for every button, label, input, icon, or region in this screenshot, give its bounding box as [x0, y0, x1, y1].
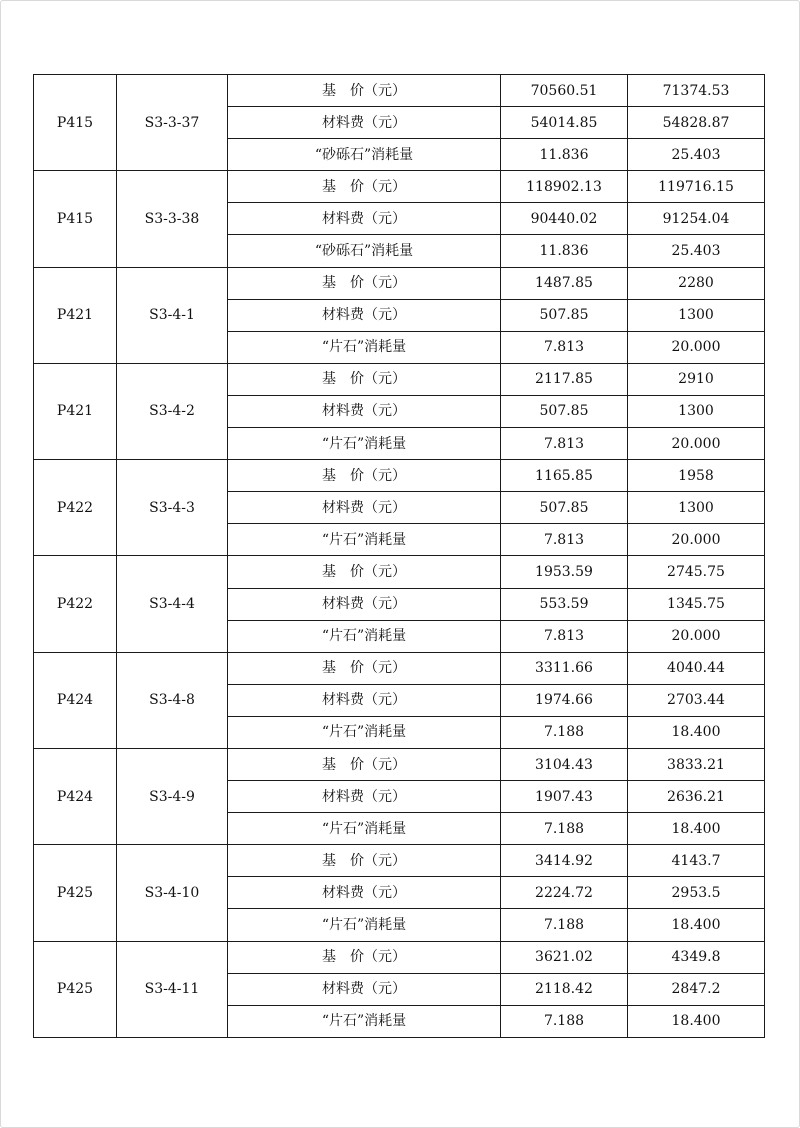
- item-label-cell: 材料费（元）: [228, 492, 501, 524]
- value-cell-2: 1300: [628, 395, 765, 427]
- item-label-cell: 基 价（元）: [228, 75, 501, 107]
- value-cell-2: 18.400: [628, 909, 765, 941]
- value-cell-1: 3621.02: [501, 941, 628, 973]
- value-cell-2: 2280: [628, 267, 765, 299]
- value-cell-2: 91254.04: [628, 203, 765, 235]
- item-label-cell: 材料费（元）: [228, 684, 501, 716]
- value-cell-1: 54014.85: [501, 107, 628, 139]
- table-row-base-price: [34, 363, 765, 395]
- page-ref-cell: P424: [34, 652, 117, 748]
- value-cell-2: 18.400: [628, 1005, 765, 1037]
- page-ref-cell: P415: [34, 171, 117, 267]
- item-label-cell: “片石”消耗量: [228, 716, 501, 748]
- value-cell-2: 20.000: [628, 524, 765, 556]
- value-cell-2: 20.000: [628, 620, 765, 652]
- item-label-cell: “片石”消耗量: [228, 813, 501, 845]
- quota-code-cell: S3-4-11: [117, 941, 228, 1037]
- value-cell-2: 1300: [628, 492, 765, 524]
- value-cell-1: 2224.72: [501, 877, 628, 909]
- value-cell-2: 2953.5: [628, 877, 765, 909]
- value-cell-2: 54828.87: [628, 107, 765, 139]
- item-label-cell: 基 价（元）: [228, 748, 501, 780]
- page-ref-cell: P425: [34, 941, 117, 1037]
- item-label-cell: “砂砾石”消耗量: [228, 235, 501, 267]
- value-cell-1: 70560.51: [501, 75, 628, 107]
- value-cell-2: 4143.7: [628, 845, 765, 877]
- item-label-cell: 基 价（元）: [228, 652, 501, 684]
- quota-code-cell: S3-4-10: [117, 845, 228, 941]
- value-cell-1: 553.59: [501, 588, 628, 620]
- page-ref-cell: P425: [34, 845, 117, 941]
- quota-code-cell: S3-4-2: [117, 363, 228, 459]
- quota-code-cell: S3-3-37: [117, 75, 228, 171]
- item-label-cell: “片石”消耗量: [228, 524, 501, 556]
- value-cell-2: 119716.15: [628, 171, 765, 203]
- item-label-cell: 基 价（元）: [228, 556, 501, 588]
- value-cell-1: 7.188: [501, 909, 628, 941]
- item-label-cell: 材料费（元）: [228, 203, 501, 235]
- value-cell-1: 3104.43: [501, 748, 628, 780]
- quota-price-table: [33, 74, 765, 1038]
- item-label-cell: 材料费（元）: [228, 395, 501, 427]
- value-cell-1: 507.85: [501, 395, 628, 427]
- value-cell-2: 2636.21: [628, 781, 765, 813]
- value-cell-1: 507.85: [501, 492, 628, 524]
- value-cell-2: 25.403: [628, 139, 765, 171]
- value-cell-2: 1958: [628, 460, 765, 492]
- value-cell-1: 2117.85: [501, 363, 628, 395]
- value-cell-2: 1345.75: [628, 588, 765, 620]
- page-ref-cell: P421: [34, 267, 117, 363]
- value-cell-1: 1974.66: [501, 684, 628, 716]
- item-label-cell: “片石”消耗量: [228, 428, 501, 460]
- table-row-base-price: [34, 460, 765, 492]
- item-label-cell: “片石”消耗量: [228, 331, 501, 363]
- value-cell-1: 3414.92: [501, 845, 628, 877]
- value-cell-1: 11.836: [501, 235, 628, 267]
- value-cell-1: 1907.43: [501, 781, 628, 813]
- value-cell-2: 25.403: [628, 235, 765, 267]
- value-cell-1: 3311.66: [501, 652, 628, 684]
- value-cell-2: 20.000: [628, 331, 765, 363]
- quota-code-cell: S3-4-8: [117, 652, 228, 748]
- item-label-cell: “片石”消耗量: [228, 1005, 501, 1037]
- table-row-base-price: [34, 748, 765, 780]
- value-cell-1: 7.813: [501, 331, 628, 363]
- page-ref-cell: P422: [34, 556, 117, 652]
- value-cell-1: 2118.42: [501, 973, 628, 1005]
- quota-code-cell: S3-4-1: [117, 267, 228, 363]
- table-row-base-price: [34, 556, 765, 588]
- quota-code-cell: S3-4-9: [117, 748, 228, 844]
- item-label-cell: 材料费（元）: [228, 588, 501, 620]
- page-ref-cell: P415: [34, 75, 117, 171]
- item-label-cell: 材料费（元）: [228, 877, 501, 909]
- item-label-cell: “片石”消耗量: [228, 909, 501, 941]
- value-cell-2: 18.400: [628, 716, 765, 748]
- value-cell-2: 71374.53: [628, 75, 765, 107]
- item-label-cell: “砂砾石”消耗量: [228, 139, 501, 171]
- value-cell-2: 1300: [628, 299, 765, 331]
- value-cell-1: 7.188: [501, 1005, 628, 1037]
- item-label-cell: 基 价（元）: [228, 171, 501, 203]
- item-label-cell: 材料费（元）: [228, 781, 501, 813]
- table-row-base-price: [34, 171, 765, 203]
- value-cell-1: 118902.13: [501, 171, 628, 203]
- page-ref-cell: P422: [34, 460, 117, 556]
- page-ref-cell: P421: [34, 363, 117, 459]
- item-label-cell: 材料费（元）: [228, 107, 501, 139]
- item-label-cell: 材料费（元）: [228, 299, 501, 331]
- value-cell-2: 2703.44: [628, 684, 765, 716]
- item-label-cell: 基 价（元）: [228, 941, 501, 973]
- item-label-cell: 基 价（元）: [228, 460, 501, 492]
- value-cell-2: 18.400: [628, 813, 765, 845]
- item-label-cell: 材料费（元）: [228, 973, 501, 1005]
- table-body: [34, 75, 765, 1038]
- table-row-base-price: [34, 941, 765, 973]
- value-cell-1: 7.188: [501, 813, 628, 845]
- quota-code-cell: S3-4-3: [117, 460, 228, 556]
- page-ref-cell: P424: [34, 748, 117, 844]
- item-label-cell: 基 价（元）: [228, 363, 501, 395]
- value-cell-2: 20.000: [628, 428, 765, 460]
- value-cell-2: 2745.75: [628, 556, 765, 588]
- value-cell-1: 1165.85: [501, 460, 628, 492]
- value-cell-1: 7.813: [501, 524, 628, 556]
- value-cell-2: 2847.2: [628, 973, 765, 1005]
- item-label-cell: “片石”消耗量: [228, 620, 501, 652]
- value-cell-1: 1487.85: [501, 267, 628, 299]
- value-cell-2: 2910: [628, 363, 765, 395]
- table-row-base-price: [34, 845, 765, 877]
- value-cell-1: 507.85: [501, 299, 628, 331]
- value-cell-2: 4040.44: [628, 652, 765, 684]
- value-cell-1: 7.188: [501, 716, 628, 748]
- value-cell-1: 7.813: [501, 428, 628, 460]
- table-row-base-price: [34, 267, 765, 299]
- quota-code-cell: S3-4-4: [117, 556, 228, 652]
- value-cell-2: 3833.21: [628, 748, 765, 780]
- value-cell-1: 7.813: [501, 620, 628, 652]
- item-label-cell: 基 价（元）: [228, 845, 501, 877]
- item-label-cell: 基 价（元）: [228, 267, 501, 299]
- value-cell-1: 1953.59: [501, 556, 628, 588]
- table-row-base-price: [34, 652, 765, 684]
- table-row-base-price: [34, 75, 765, 107]
- value-cell-1: 90440.02: [501, 203, 628, 235]
- quota-code-cell: S3-3-38: [117, 171, 228, 267]
- value-cell-2: 4349.8: [628, 941, 765, 973]
- value-cell-1: 11.836: [501, 139, 628, 171]
